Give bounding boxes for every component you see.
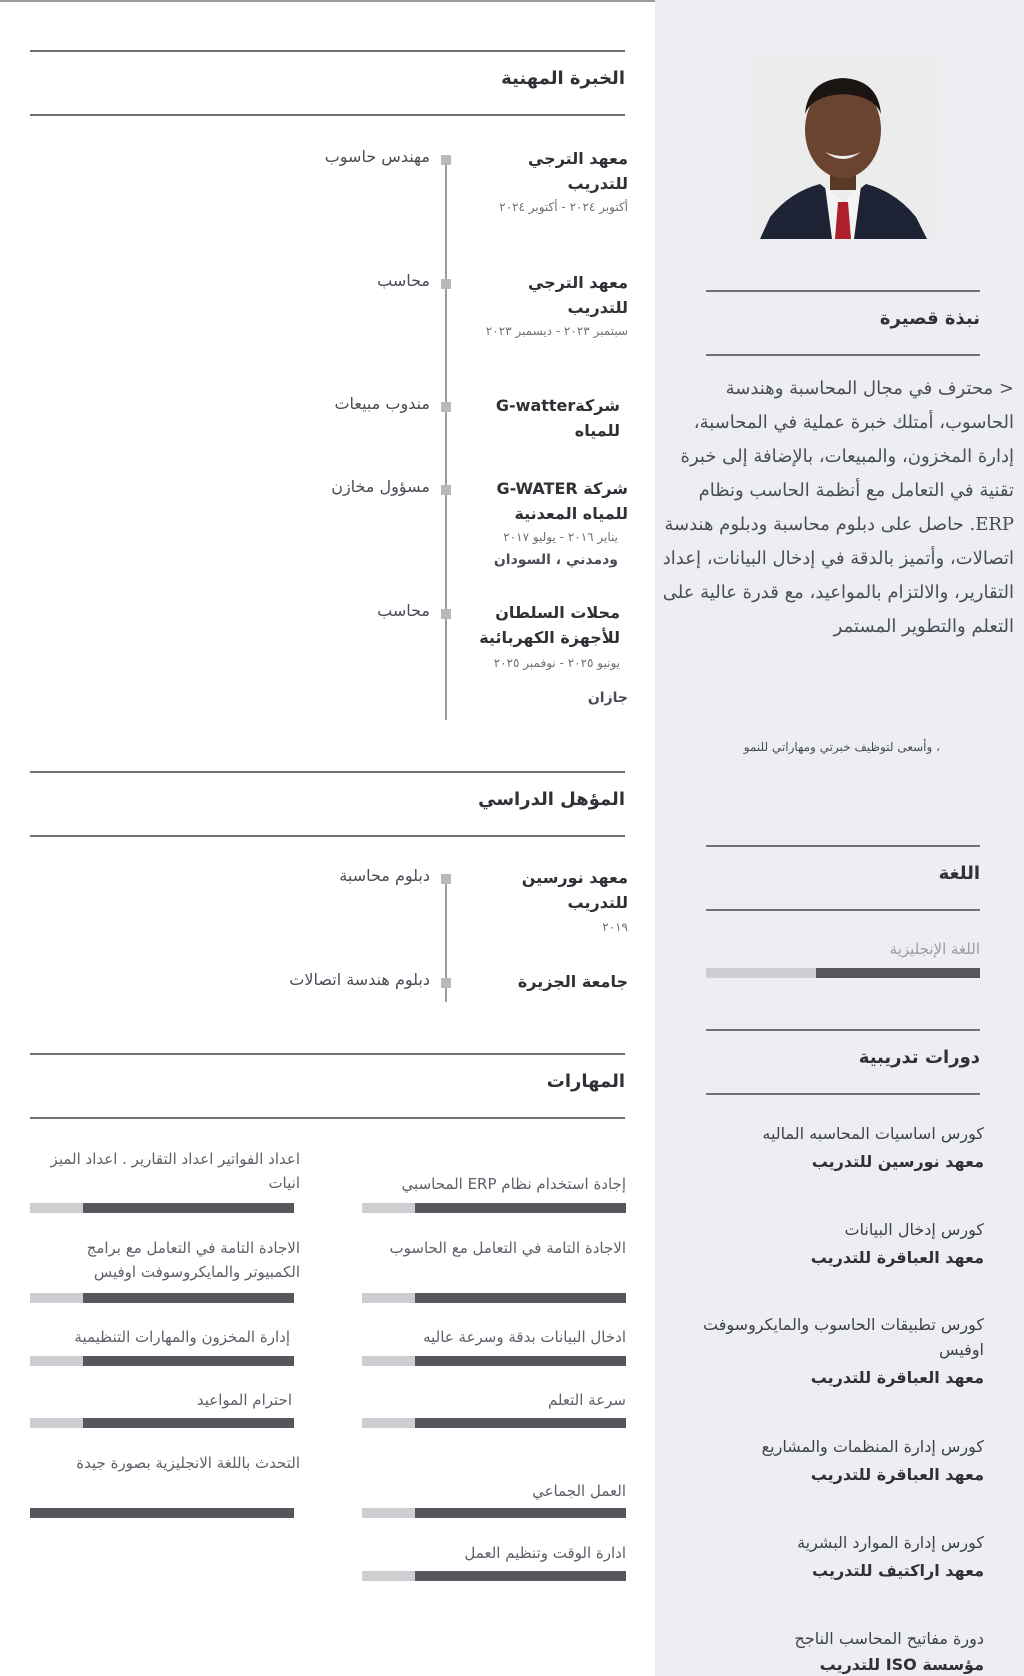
timeline-dot [441,155,451,165]
job-location: ودمدني ، السودان [493,552,618,568]
experience-section-title [30,50,625,116]
about-section-title [706,290,980,356]
skill-bar-fill [415,1203,626,1213]
skill-bar [362,1293,626,1303]
skill-label: سرعة التعلم [547,1391,626,1409]
course-name: دورة مفاتيح المحاسب الناجح [794,1629,984,1648]
job-date: سبتمبر ٢٠٢٣ - ديسمبر ٢٠٢٣ [485,324,628,338]
course-institute: معهد اراكتيف للتدريب [812,1561,984,1580]
education-org: معهد نورسين للتدريب [521,868,628,912]
timeline-dot [441,402,451,412]
course-institute: معهد العباقرة للتدريب [810,1465,984,1484]
course-institute: معهد العباقرة للتدريب [810,1368,984,1387]
skill-bar [362,1571,626,1581]
language-level-fill [816,968,980,978]
course-institute: معهد العباقرة للتدريب [810,1248,984,1267]
job-org: شركةG-watter للمياه [495,396,620,440]
job-org: محلات السلطان للأجهزة الكهربائية [479,603,620,647]
job-role: مهندس حاسوب [324,147,430,166]
language-section-title [706,845,980,911]
skill-bar [362,1203,626,1213]
skill-label: إدارة المخزون والمهارات التنظيمية [74,1328,290,1346]
education-title: المؤهل الدراسي [478,789,625,810]
timeline-dot [441,279,451,289]
course-name: كورس تطبيقات الحاسوب والمايكروسوفت اوفيس [703,1315,984,1359]
skill-label: ادخال البيانات بدقة وسرعة عاليه [423,1328,626,1346]
skill-label: التحدث باللغة الانجليزية بصورة جيدة [76,1454,300,1472]
skill-label: اعداد الفواتير اعداد التقارير . اعداد الميز انيات [50,1150,300,1192]
timeline-dot [441,978,451,988]
about-extra-text: ، وأسعى لتوظيف خبرتي ومهاراتي للنمو [743,740,940,754]
sidebar [655,0,1024,1676]
skill-bar [30,1293,294,1303]
language-name: اللغة الإنجليزية [889,940,980,958]
education-section-title [30,771,625,837]
skill-label: إجادة استخدام نظام ERP المحاسبي [401,1175,626,1193]
courses-section-title [706,1029,980,1095]
skill-bar-fill [30,1508,294,1518]
job-date: يناير ٢٠١٦ - يوليو ٢٠١٧ [503,530,618,544]
skills-section-title [30,1053,625,1119]
skill-bar-fill [83,1418,294,1428]
skill-bar-fill [415,1571,626,1581]
job-role: محاسب [377,271,430,290]
courses-title: دورات تدريبية [858,1047,980,1068]
skill-bar [362,1356,626,1366]
timeline-dot [441,609,451,619]
skill-bar-fill [83,1356,294,1366]
skill-bar-fill [83,1203,294,1213]
job-org: شركة G-WATER للمياه المعدنية [496,479,628,523]
job-date: يونيو ٢٠٢٥ - نوفمبر ٢٠٢٥ [493,656,620,670]
education-org: جامعة الجزيرة [517,972,628,991]
skill-bar [30,1418,294,1428]
job-org: معهد الترجي للتدريب [527,149,628,193]
about-text: < محترف في مجال المحاسبة وهندسة الحاسوب، أمتلك خبرة عملية في المحاسبة، إدارة المخزون، والمبيعات، بالإضافة إلى خبرة تقنية في التعامل مع أنظمة الحاسب ونظام ERP. حاصل على دبلوم محاسبة ودبلوم هندسة اتصالات، وأتميز بالدقة في إدخال البيانات، إعداد التقارير، والالتزام بالمواعيد، مع قدرة عالية على التعلم والتطوير المستمر [662,378,1014,637]
course-name: كورس إدخال البيانات [844,1220,984,1239]
course-name: كورس إدارة الموارد البشرية [797,1533,984,1552]
job-location: جازان [587,690,628,706]
skill-bar [30,1203,294,1213]
course-institute: مؤسسة ISO للتدريب [819,1655,984,1674]
avatar [750,52,937,239]
education-degree: دبلوم هندسة اتصالات [289,970,430,989]
job-role: محاسب [377,601,430,620]
course-name: كورس اساسيات المحاسبه الماليه [762,1124,984,1143]
skill-bar [30,1508,294,1518]
language-title: اللغة [938,863,980,884]
skill-bar-fill [415,1293,626,1303]
job-org: معهد الترجي للتدريب [527,273,628,317]
job-date: أكتوبر ٢٠٢٤ - أكتوبر ٢٠٢٤ [499,200,628,214]
skill-bar-fill [415,1418,626,1428]
skill-label: العمل الجماعي [532,1482,626,1500]
timeline-dot [441,485,451,495]
experience-title: الخبرة المهنية [501,68,625,89]
skill-bar-fill [83,1293,294,1303]
skill-label: الاجادة التامة في التعامل مع برامج الكمبيوتر والمايكروسوفت اوفيس [86,1239,300,1281]
profile-photo [750,52,937,239]
language-level-bar [706,968,980,978]
course-institute: معهد نورسين للتدريب [811,1152,984,1171]
experience-timeline [445,158,447,720]
skill-bar-fill [415,1356,626,1366]
skill-label: احترام المواعيد [196,1391,292,1409]
skill-label: ادارة الوقت وتنظيم العمل [464,1544,626,1562]
skill-bar [362,1418,626,1428]
job-role: مندوب مبيعات [334,394,430,413]
education-degree: دبلوم محاسبة [339,866,430,885]
course-name: كورس إدارة المنظمات والمشاريع [761,1437,984,1456]
skill-bar-fill [415,1508,626,1518]
about-title: نبذة قصيرة [879,308,980,329]
skills-title: المهارات [546,1071,625,1092]
timeline-dot [441,874,451,884]
skill-bar [30,1356,294,1366]
job-role: مسؤول مخازن [331,477,430,496]
education-date: ٢٠١٩ [602,920,628,934]
skill-bar [362,1508,626,1518]
skill-label: الاجادة التامة في التعامل مع الحاسوب [389,1239,626,1257]
